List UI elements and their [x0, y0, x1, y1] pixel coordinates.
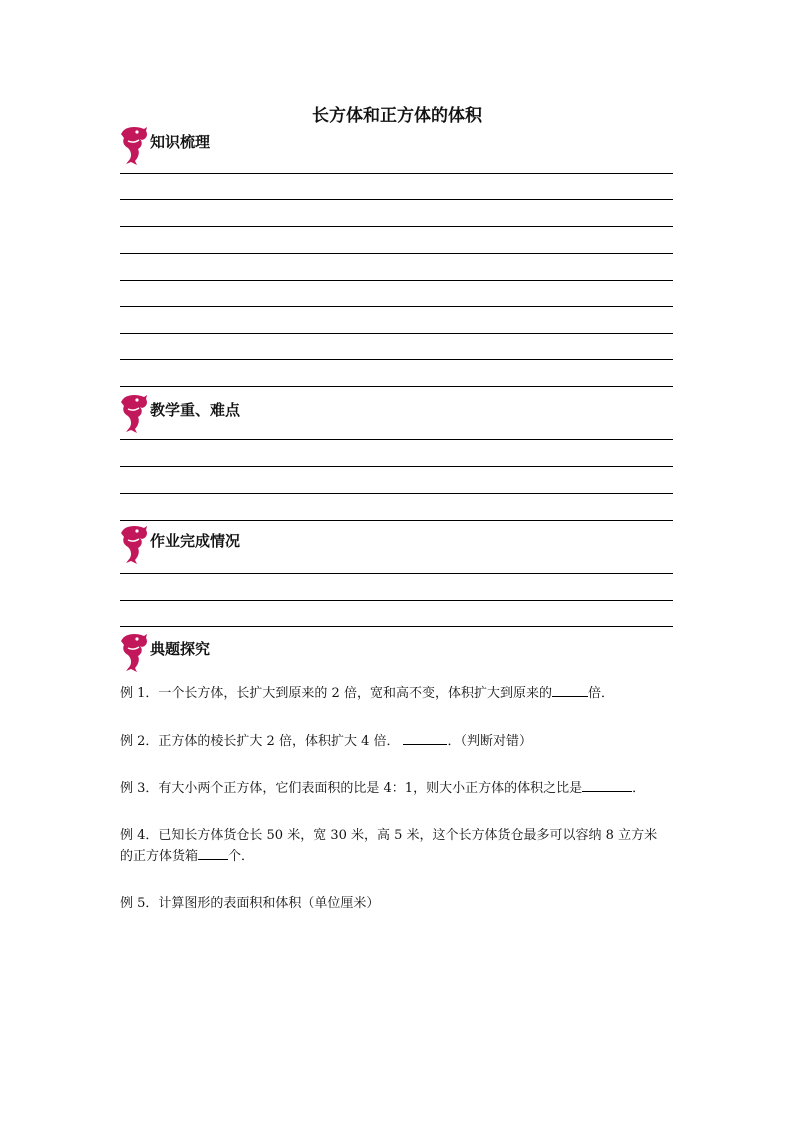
dolphin-icon [120, 393, 148, 433]
example-1 [120, 683, 676, 704]
section-title: 教学重、难点 [150, 401, 241, 419]
page-title: 长方体和正方体的体积 [312, 106, 482, 126]
writing-line [120, 226, 673, 227]
writing-line [120, 253, 673, 254]
example-text: 例 2．正方体的棱长扩大 2 倍，体积扩大 4 倍． [120, 734, 400, 749]
example-text: 个． [228, 849, 255, 864]
writing-line [120, 173, 673, 174]
writing-line [120, 386, 673, 387]
example-text: 倍． [587, 686, 614, 701]
dolphin-icon [120, 125, 148, 165]
example-text: 例 5．计算图形的表面积和体积（单位厘米） [120, 896, 380, 911]
writing-line [120, 520, 673, 521]
writing-line [120, 199, 673, 200]
section-title: 作业完成情况 [150, 532, 241, 550]
dolphin-icon [120, 524, 148, 564]
example-text: 例 4．已知长方体货仓长 50 米，宽 30 米，高 5 米，这个长方体货仓最多可以容纳 8 立方米 [120, 828, 658, 843]
example-5 [120, 894, 676, 914]
example-text: 的正方体货箱 [120, 849, 199, 864]
writing-line [120, 626, 673, 627]
writing-line [120, 439, 673, 440]
writing-line [120, 280, 673, 281]
writing-line [120, 600, 673, 601]
example-text: 例 3．有大小两个正方体，它们表面积的比是 4：1，则大小正方体的体积之比是 [120, 781, 583, 796]
example-4 [120, 826, 676, 867]
section-title: 知识梳理 [150, 133, 211, 151]
writing-line [120, 493, 673, 494]
writing-line [120, 573, 673, 574]
answer-blank[interactable] [552, 683, 588, 697]
answer-blank[interactable] [403, 731, 447, 745]
writing-line [120, 466, 673, 467]
answer-blank[interactable] [582, 778, 632, 792]
example-2 [120, 731, 676, 752]
writing-line [120, 306, 673, 307]
example-text: 例 1．一个长方体，长扩大到原来的 2 倍，宽和高不变，体积扩大到原来的 [120, 686, 552, 701]
answer-blank[interactable] [198, 846, 228, 860]
example-text: ． [632, 781, 646, 796]
section-title: 典题探究 [150, 640, 211, 658]
writing-line [120, 333, 673, 334]
writing-line [120, 359, 673, 360]
example-3 [120, 778, 676, 799]
example-text: ．（判断对错） [447, 734, 532, 749]
dolphin-icon [120, 632, 148, 672]
